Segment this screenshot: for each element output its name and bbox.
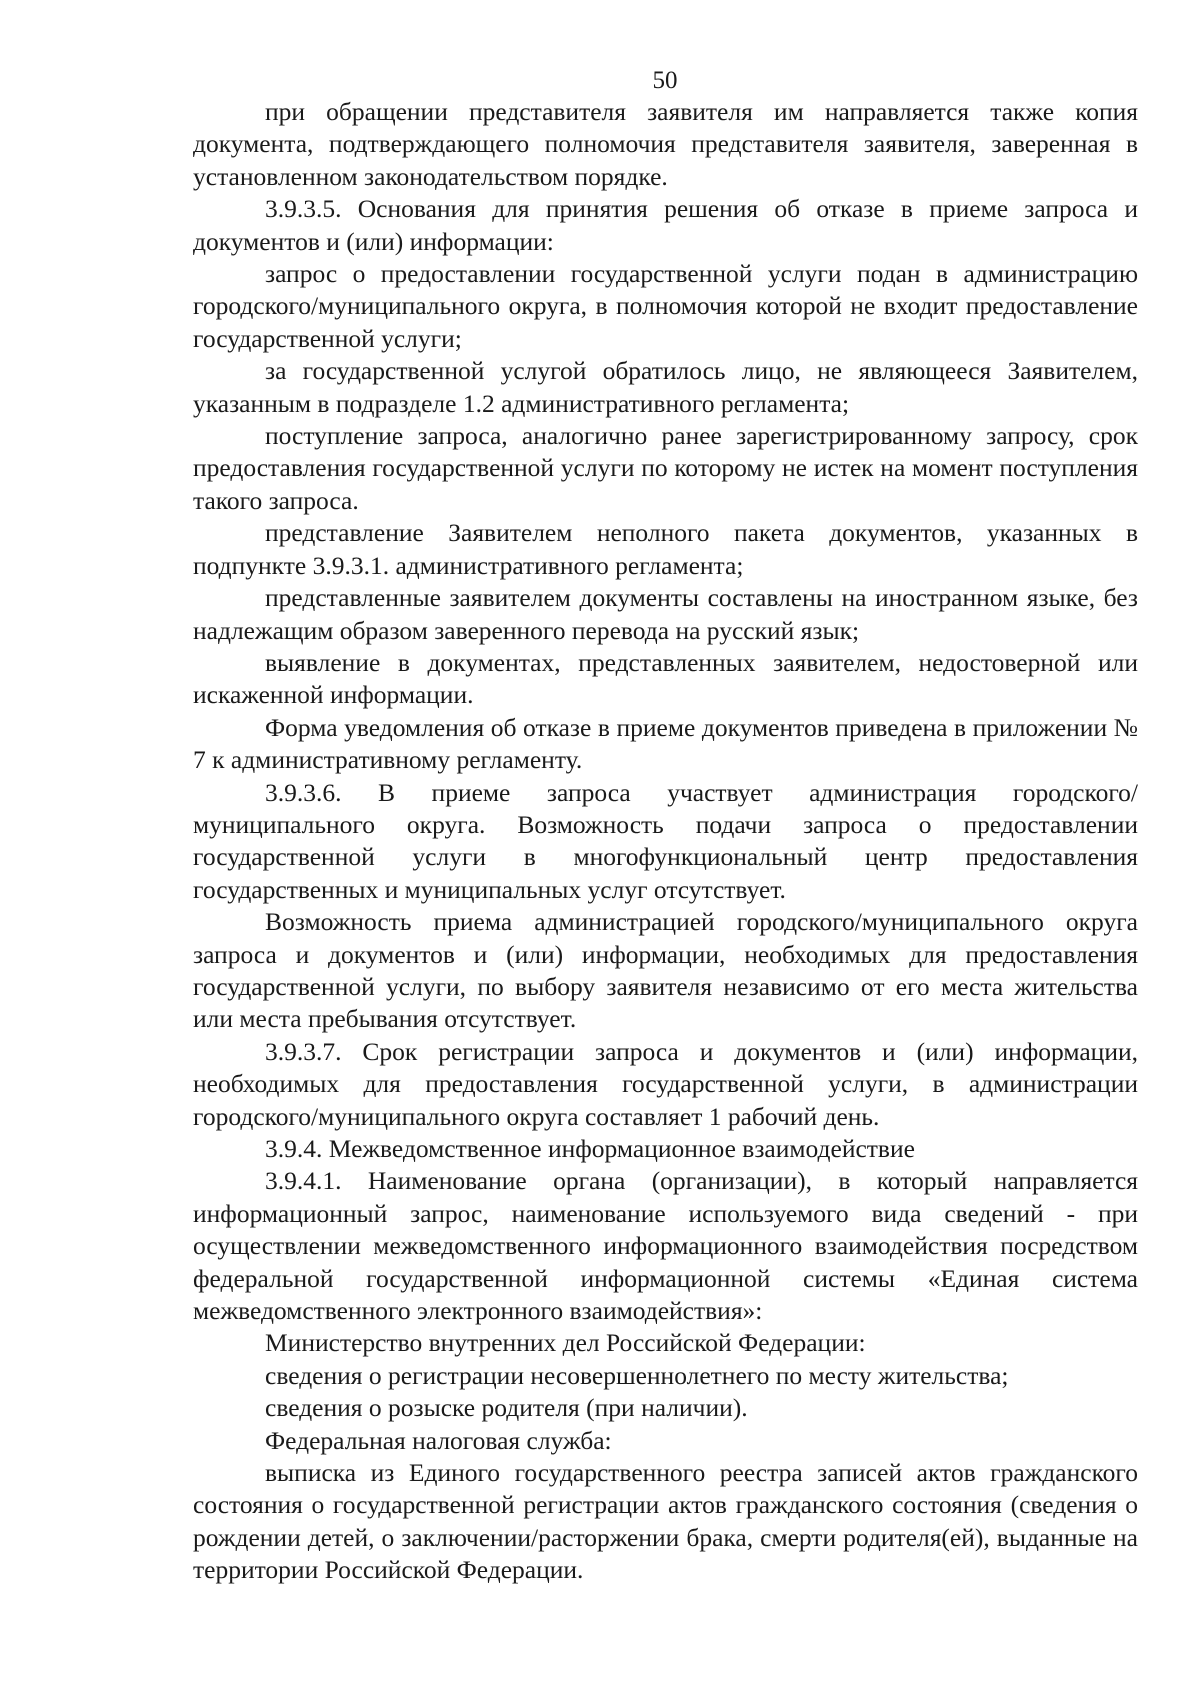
paragraph-incomplete-package: представление Заявителем неполного пакета документов, указанных в подпункте 3.9.3.1. административного регламента;: [193, 518, 1138, 580]
paragraph-duplicate-request: поступление запроса, аналогично ранее зарегистрированному запросу, срок предоставления государственной услуги по которому не истек на момент поступления такого запроса.: [193, 421, 1138, 515]
paragraph-3-9-4-heading: 3.9.4. Межведомственное информационное взаимодействие: [265, 1134, 915, 1163]
paragraph-3-9-3-7: 3.9.3.7. Срок регистрации запроса и документов и (или) информации, необходимых для предоставления государственной услуги, в администрации городского/муниципального округа составляет 1 рабочий день.: [193, 1036, 1138, 1131]
paragraph-refusal-form: Форма уведомления об отказе в приеме документов приведена в приложении № 7 к административному регламенту.: [193, 712, 1138, 775]
paragraph-zags-extract: выписка из Единого государственного реестра записей актов гражданского состояния о государственной регистрации актов гражданского состояния (сведения о рождении детей, о заключении/расторжении брака, смерти родителя(ей), выданные на территории Российской Федерации.: [193, 1458, 1138, 1585]
paragraph-mvd: Министерство внутренних дел Российской Федерации:: [265, 1328, 866, 1358]
paragraph-parent-search: сведения о розыске родителя (при наличии).: [265, 1393, 748, 1423]
paragraph-wrong-administration: запрос о предоставлении государственной услуги подан в администрацию городского/муниципального округа, в полномочия которой не входит предоставление государственной услуги;: [193, 259, 1138, 353]
paragraph-3-9-3-5-heading: 3.9.3.5. Основания для принятия решения об отказе в приеме запроса и документов и (или) информации:: [193, 194, 1138, 256]
paragraph-3-9-3-6: 3.9.3.6. В приеме запроса участвует администрация городского/муниципального округа. Возможность подачи запроса о предоставлении государственной услуги в многофункциональный центр предоставления государственных и муниципальных услуг отсутствует.: [193, 777, 1138, 904]
paragraph-place-of-residence: Возможность приема администрацией городского/муниципального округа запроса и документов и (или) информации, необходимых для предоставления государственной услуги, по выбору заявителя независимо от его места жительства или места пребывания отсутствует.: [193, 907, 1138, 1034]
document-body: [193, 96, 1138, 1587]
paragraph-representative-copy: при обращении представителя заявителя им направляется также копия документа, подтверждающего полномочия представителя заявителя, заверенная в установленном законодательством порядке.: [193, 97, 1138, 191]
paragraph-not-applicant: за государственной услугой обратилось лицо, не являющееся Заявителем, указанным в подразделе 1.2 административного регламента;: [193, 356, 1138, 418]
page-number: 50: [652, 67, 678, 94]
paragraph-foreign-language: представленные заявителем документы составлены на иностранном языке, без надлежащим образом заверенного перевода на русский язык;: [193, 583, 1138, 645]
paragraph-fns: Федеральная налоговая служба:: [265, 1425, 612, 1455]
paragraph-3-9-4-1: 3.9.4.1. Наименование органа (организации), в который направляется информационный запрос, наименование используемого вида сведений - при осуществлении межведомственного информационного взаимодействия посредством федеральной государственной информационной системы «Единая система межведомственного электронного взаимодействия»:: [193, 1166, 1138, 1326]
paragraph-registration-minor: сведения о регистрации несовершеннолетнего по месту жительства;: [265, 1360, 1009, 1390]
paragraph-false-information: выявление в документах, представленных заявителем, недостоверной или искаженной информации.: [193, 647, 1138, 710]
